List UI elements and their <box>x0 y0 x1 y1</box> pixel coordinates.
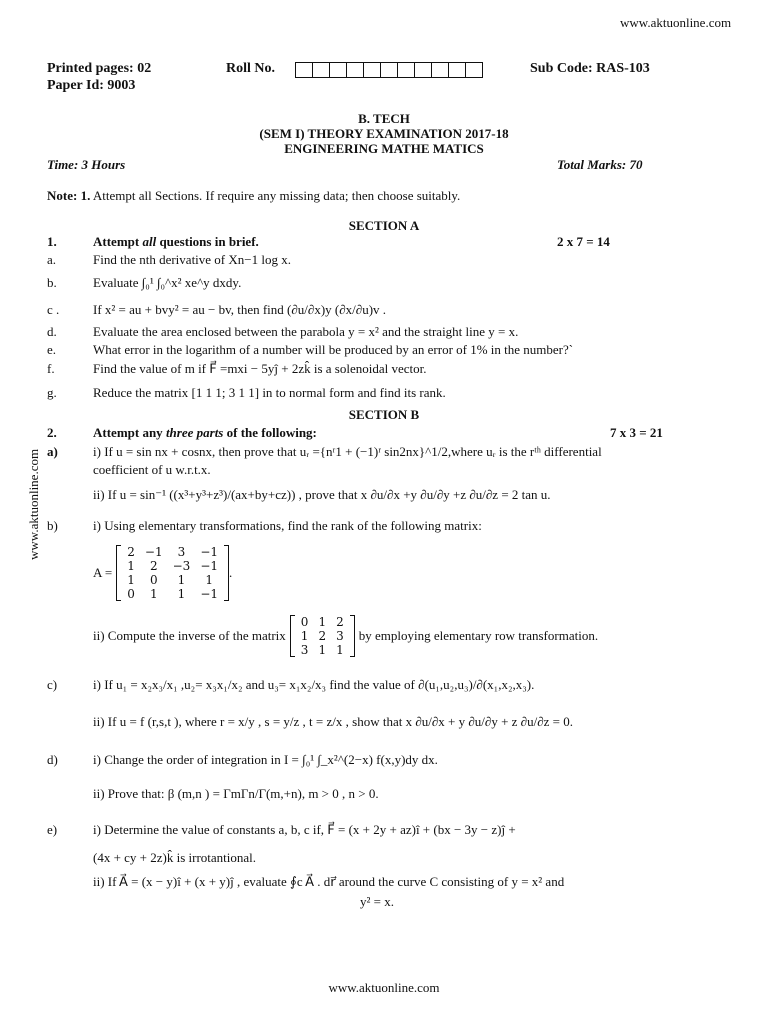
q1g-label: g. <box>47 385 57 400</box>
q2c-label: c) <box>47 677 58 692</box>
q1c-text: If x² = au + bvy² = au − bv, then find (∂u/∂x)y (∂x/∂u)v . <box>93 302 387 317</box>
q2-marks: 7 x 3 = 21 <box>610 425 663 440</box>
matrix-cell: 2 <box>318 629 327 643</box>
matrix-cell: 2 <box>127 545 135 559</box>
q2a-i-line1: i) If u = sin nx + cosnx, then prove that uᵣ ={nʳ1 + (−1)ʳ sin2nx}^1/2,where uᵣ is the rᵗʰ differential <box>93 444 602 459</box>
q2b-matrix-name: A = <box>93 565 113 580</box>
paper-id: Paper Id: 9003 <box>47 78 136 93</box>
q1b-text: Evaluate ∫₀¹ ∫₀^x² xe^y dxdy. <box>93 275 242 290</box>
q1e-label: e. <box>47 342 57 357</box>
matrix-cell: 1 <box>127 573 135 587</box>
q2a-i-line2: coefficient of u w.r.t.x. <box>93 462 211 477</box>
matrix-cell: 0 <box>300 615 309 629</box>
matrix-cell: 3 <box>300 643 309 657</box>
roll-no-boxes <box>296 62 483 78</box>
matrix-cell: 0 <box>127 587 135 601</box>
q2e-label: e) <box>47 822 58 837</box>
q1g-text: Reduce the matrix [1 1 1; 3 1 1] in to normal form and find its rank. <box>93 385 446 400</box>
q2c-i: i) If u₁ = x₂x₃/x₁ ,u₂= x₃x₁/x₂ and u₃= x₁x₂/x₃ find the value of ∂(u₁,u₂,u₃)/∂(x₁,x₂,x₃). <box>93 677 535 692</box>
q1d-label: d. <box>47 324 57 339</box>
q2e-i-line1: i) Determine the value of constants a, b, c if, F⃗ = (x + 2y + az)î + (bx − 3y − z)ĵ + <box>93 822 516 837</box>
matrix-cell: 1 <box>300 629 309 643</box>
matrix-cell: −1 <box>144 545 163 559</box>
matrix-cell: −1 <box>200 587 219 601</box>
q2a-ii: ii) If u = sin⁻¹ ((x³+y³+z³)/(ax+by+cz)) , prove that x ∂u/∂x +y ∂u/∂y +z ∂u/∂z = 2 tan u. <box>93 487 551 502</box>
matrix-cell: 1 <box>205 573 213 587</box>
matrix-cell: 1 <box>336 643 344 657</box>
note <box>47 188 460 204</box>
q1c-label: c . <box>47 302 60 317</box>
q1f-text: Find the value of m if F⃗ =mxi − 5yĵ + 2zk̂ is a solenoidal vector. <box>93 361 427 376</box>
bottom-url: www.aktuonline.com <box>328 980 440 995</box>
matrix-cell: −3 <box>172 559 191 573</box>
matrix-cell: 1 <box>177 573 186 587</box>
q2b-matrix-period: . <box>229 565 233 580</box>
matrix-cell: 3 <box>336 629 344 643</box>
q2d-i: i) Change the order of integration in I = ∫₀¹ ∫_x²^(2−x) f(x,y)dy dx. <box>93 752 438 767</box>
q2b-matrix-block <box>93 545 232 601</box>
q2-number: 2. <box>47 425 57 440</box>
matrix-cell: 1 <box>318 643 327 657</box>
total-marks: Total Marks: 70 <box>557 157 643 172</box>
q1a-label: a. <box>47 252 57 267</box>
q1b-label: b. <box>47 275 57 290</box>
q2e-ii-line2: y² = x. <box>360 894 394 909</box>
q1f-label: f. <box>47 361 55 376</box>
q2e-i-line2: (4x + cy + 2z)k̂ is irrotantional. <box>93 850 257 865</box>
time-allowed: Time: 3 Hours <box>47 157 126 172</box>
matrix-cell: 2 <box>149 559 158 573</box>
q1e-text: What error in the logarithm of a number will be produced by an error of 1% in the number?` <box>93 342 574 357</box>
q2e-ii-line1: ii) If A⃗ = (x − y)î + (x + y)ĵ , evaluate ∮c A⃗ . dr⃗ around the curve C consisting of y = x² and <box>93 874 565 889</box>
printed-pages: Printed pages: 02 <box>47 61 152 76</box>
q1-number: 1. <box>47 234 57 249</box>
title-degree: B. TECH <box>358 111 410 126</box>
matrix-cell: 2 <box>336 615 344 629</box>
q1a-text: Find the nth derivative of Xn−1 log x. <box>93 252 291 267</box>
q2b-ii-matrix <box>290 615 355 657</box>
note-number: 1. <box>80 188 91 203</box>
q2c-ii: ii) If u = f (r,s,t ), where r = x/y , s = y/z , t = z/x , show that x ∂u/∂x + y ∂u/∂y + z ∂u/∂z = 0. <box>93 714 573 729</box>
q1-marks: 2 x 7 = 14 <box>557 234 610 249</box>
section-a-title: SECTION A <box>348 218 420 233</box>
q2b-i: i) Using elementary transformations, find the rank of the following matrix: <box>93 518 482 533</box>
title-subject: ENGINEERING MATHE MATICS <box>284 141 484 156</box>
matrix-cell: 1 <box>177 587 186 601</box>
note-text: Attempt all Sections. If require any missing data; then choose suitably. <box>92 188 461 203</box>
q2b-ii-pre: ii) Compute the inverse of the matrix <box>93 628 286 643</box>
q1-heading: Attempt all questions in brief. <box>93 234 259 249</box>
q2b-label: b) <box>47 518 58 533</box>
q2b-ii-block <box>93 615 598 657</box>
q2d-ii: ii) Prove that: β (m,n ) = ΓmΓn/Γ(m,+n), m > 0 , n > 0. <box>93 786 379 801</box>
q2-heading: Attempt any three parts of the following: <box>93 425 317 440</box>
matrix-cell: 1 <box>127 559 135 573</box>
q2b-ii-post: by employing elementary row transformation. <box>358 628 599 643</box>
matrix-cell: 1 <box>318 615 327 629</box>
q2d-label: d) <box>47 752 58 767</box>
q2a-label: a) <box>47 444 58 459</box>
side-watermark: www.aktuonline.com <box>26 448 41 560</box>
section-b-title: SECTION B <box>348 407 420 422</box>
top-url: www.aktuonline.com <box>620 15 732 30</box>
roll-no-label: Roll No. <box>226 61 275 76</box>
matrix-cell: −1 <box>200 545 219 559</box>
sub-code: Sub Code: RAS-103 <box>530 61 650 76</box>
matrix-cell: 3 <box>177 545 186 559</box>
q2b-matrix <box>116 545 229 601</box>
title-exam: (SEM I) THEORY EXAMINATION 2017-18 <box>259 126 509 141</box>
matrix-cell: 0 <box>149 573 158 587</box>
matrix-cell: 1 <box>149 587 158 601</box>
matrix-cell: −1 <box>200 559 219 573</box>
q1d-text: Evaluate the area enclosed between the parabola y = x² and the straight line y = x. <box>93 324 519 339</box>
note-label: Note: <box>47 188 78 203</box>
